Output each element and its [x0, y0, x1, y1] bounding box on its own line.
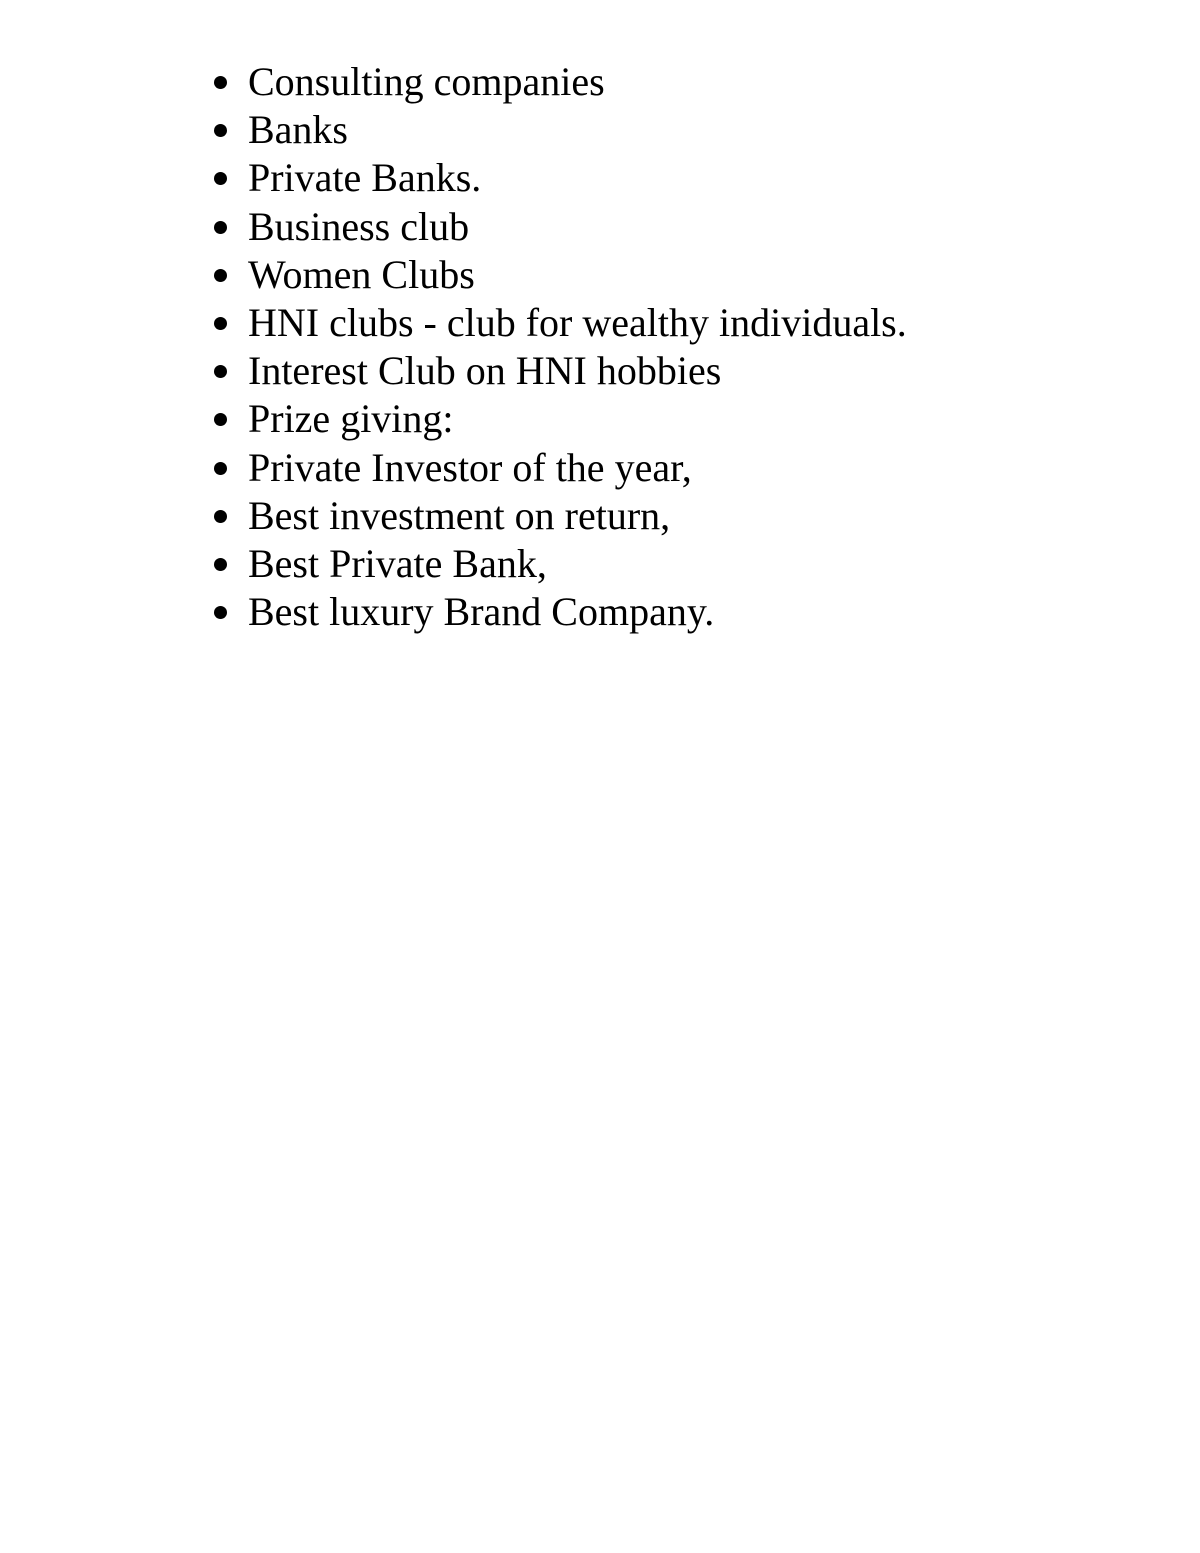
bullet-icon: [214, 172, 227, 185]
list-item-text: Best Private Bank,: [248, 540, 547, 586]
list-item-text: Best investment on return,: [248, 492, 671, 538]
list-item-text: Best luxury Brand Company.: [248, 589, 715, 635]
bullet-icon: [214, 413, 227, 426]
bullet-icon: [214, 269, 227, 282]
list-item-text: Women Clubs: [248, 251, 475, 297]
list-item-text: Consulting companies: [248, 59, 605, 104]
bullet-icon: [214, 124, 227, 137]
list-item-text: Private Investor of the year,: [248, 444, 692, 490]
bullet-icon: [214, 558, 227, 571]
bullet-icon: [214, 317, 227, 330]
list-item-text: Interest Club on HNI hobbies: [248, 348, 722, 394]
bullet-icon: [214, 606, 227, 619]
list-item-text: Banks: [248, 107, 348, 153]
bullet-icon: [214, 221, 227, 234]
list-item-text: Business club: [248, 203, 470, 249]
list-item-text: Prize giving:: [248, 396, 454, 442]
bullet-icon: [214, 365, 227, 378]
bullet-icon: [214, 510, 227, 523]
list-item-text: Private Banks.: [248, 155, 482, 201]
bullet-icon: [214, 76, 227, 89]
bullet-icon: [214, 462, 227, 475]
list-item-text: HNI clubs - club for wealthy individuals.: [248, 299, 907, 345]
